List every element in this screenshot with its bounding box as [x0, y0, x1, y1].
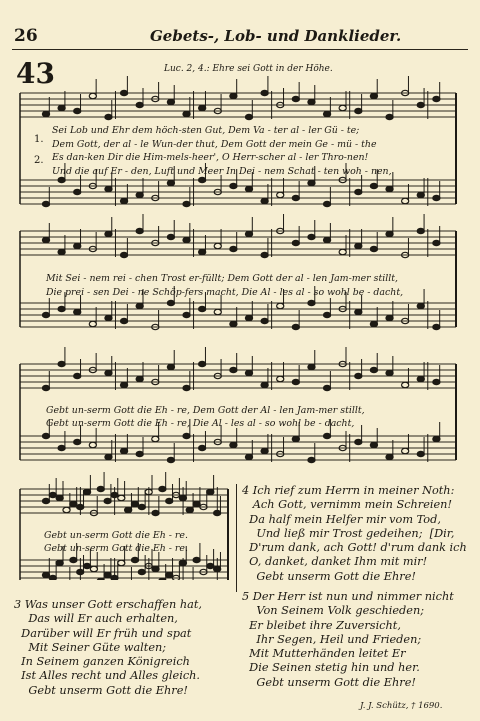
system-2-bass-note [417, 303, 424, 308]
system-2-treble-note [339, 249, 346, 254]
system-4-treble-note [118, 495, 125, 500]
system-1-bass-note [183, 201, 190, 206]
system-1-bass-note [261, 198, 268, 203]
system-3-treble-note [323, 385, 330, 390]
system-4-treble-note [131, 501, 138, 506]
system-1-treble-note [120, 90, 127, 95]
system-3-treble-note [74, 373, 81, 378]
system-4-bass-note [49, 575, 56, 580]
system-3-treble-note [386, 370, 393, 375]
system-2-treble-note [245, 231, 252, 236]
system-2-treble-note [261, 252, 268, 257]
system-3-treble-note [199, 361, 206, 366]
system-2-bass-note [167, 300, 174, 305]
system-1-bass-note [167, 180, 174, 185]
system-2-bass-note [120, 318, 127, 323]
system-4-bass-note [118, 560, 125, 565]
system-4-bass-note [97, 578, 104, 580]
system-4-bass-note [70, 557, 77, 562]
lyric-line: Gebt un-serm Gott die Eh - re. [44, 543, 188, 554]
system-3-bass-note [308, 457, 315, 462]
system-4-treble-note [166, 498, 173, 503]
system-3-bass-note [136, 451, 143, 456]
system-2-bass-note [261, 318, 268, 323]
system-1-treble-note [245, 114, 252, 119]
system-2-bass-note [386, 315, 393, 320]
system-4-bass-note [179, 560, 186, 565]
system-1-bass-note [230, 183, 237, 188]
system-4-bass-note [207, 563, 214, 568]
verse-4: 4 Ich rief zum Herrn in meiner Noth: Ach Gott, vernimm mein Schreien! Da half mein Helfer mir vom Tod, Und ließ mir Trost gedeihen; [Dir, D'rum dank, ach Gott! d'rum dank ich O, danket, danket Ihm mit mir! Gebt unserm Gott die Ehre! [242, 484, 467, 583]
system-1-bass-note [386, 186, 393, 191]
system-1-treble-note [167, 99, 174, 104]
system-3-treble-note [230, 367, 237, 372]
lyric-line: Mit Sei - nem rei - chen Trost er-füllt; Dem Gott der al - len Jam-mer stillt, [46, 273, 398, 284]
system-4-treble-note [49, 492, 56, 497]
system-3-bass-note [245, 454, 252, 459]
system-1-bass-note [355, 189, 362, 194]
system-3-bass-note [42, 433, 49, 438]
system-1-treble-note [183, 111, 190, 116]
system-3-bass-note [433, 436, 440, 441]
system-1-treble-note [433, 96, 440, 101]
system-1-bass-note [42, 201, 49, 206]
system-2-treble-note [199, 249, 206, 254]
system-3-bass-note [230, 442, 237, 447]
system-3-bass-note [323, 433, 330, 438]
system-2-treble-note [58, 249, 65, 254]
system-1-treble-note [89, 93, 96, 98]
system-3-treble-note [120, 382, 127, 387]
system-4-treble-note [125, 507, 132, 512]
system-4-treble-note [207, 489, 214, 494]
system-2-treble-note [308, 234, 315, 239]
system-1-treble-note [261, 90, 268, 95]
system-1-bass-note [277, 192, 284, 197]
system-4-treble-note [179, 495, 186, 500]
system-4-treble-note [56, 495, 63, 500]
system-4-treble-note [70, 501, 77, 506]
system-2-treble-note [105, 231, 112, 236]
system-2-treble-note [386, 231, 393, 236]
system-4-bass-note [138, 569, 145, 574]
system-1-bass-note [136, 192, 143, 197]
system-4-treble-note [63, 507, 70, 512]
system-2-treble-note [292, 240, 299, 245]
system-3-bass-note [386, 454, 393, 459]
lyric-line: Dem Gott, der al - le Wun-der thut, Dem Gott der mein Ge - mü - the [52, 139, 377, 150]
system-1-bass-note [308, 180, 315, 185]
system-4-bass-note [83, 563, 90, 568]
scripture-reference: Luc. 2, 4.: Ehre sei Gott in der Höhe. [164, 64, 333, 74]
system-1-treble-note [74, 108, 81, 113]
lyric-line: Gebt un-serm Gott die Eh - re, Dem Gott der Al - len Jam-mer stillt, [46, 405, 365, 416]
system-2-bass-note [42, 312, 49, 317]
system-3-treble-note [136, 376, 143, 381]
system-3-bass-note [152, 436, 159, 441]
system-4-treble-note [83, 489, 90, 494]
system-4-bass-note [42, 572, 49, 577]
system-3-bass-note [183, 433, 190, 438]
system-2-bass-note [355, 309, 362, 314]
system-3-treble-note [58, 361, 65, 366]
system-2-treble-note [74, 243, 81, 248]
system-1-treble-note [292, 96, 299, 101]
system-2-bass-note [183, 312, 190, 317]
lyric-line: Gebt un-serm Gott die Eh - re, Die Al - les al - so wohl be - dacht, [46, 418, 355, 429]
system-4-treble-note [104, 498, 111, 503]
system-3-treble-note [245, 370, 252, 375]
system-3-bass-note [292, 436, 299, 441]
system-2-bass-note [292, 324, 299, 329]
system-4-treble-note [186, 507, 193, 512]
system-2-bass-note [74, 309, 81, 314]
verse-3: 3 Was unser Gott erschaffen hat, Das will Er auch erhalten, Darüber will Er früh und spat Mit Seiner Güte walten; In Seinem ganzen Königreich Ist Alles recht und Alles gleich. Gebt unserm Gott die Ehre! [14, 598, 202, 697]
system-2-bass-note [105, 315, 112, 320]
system-2-treble-note [183, 237, 190, 242]
system-2-treble-note [433, 240, 440, 245]
system-1-treble-note [355, 108, 362, 113]
system-3-treble-note [370, 367, 377, 372]
system-4-treble-note [42, 498, 49, 503]
system-2-bass-note [58, 306, 65, 311]
system-4-bass-note [111, 575, 118, 580]
system-4-treble-note [138, 504, 145, 509]
system-2-bass-note [136, 303, 143, 308]
page-number: 26 [14, 26, 38, 46]
system-3-treble-note [355, 373, 362, 378]
system-1-treble-note [308, 99, 315, 104]
system-4-treble-note [111, 492, 118, 497]
system-4-bass-note [214, 566, 221, 571]
system-2-treble-note [370, 246, 377, 251]
system-3-treble-note [183, 385, 190, 390]
system-4-bass-note [159, 578, 166, 580]
system-3-treble-note [277, 376, 284, 381]
system-1-bass-note [292, 195, 299, 200]
system-2-bass-note [214, 309, 221, 314]
column-divider [236, 484, 237, 592]
system-3-bass-note [355, 439, 362, 444]
verse-number-2: 2. [34, 155, 44, 166]
system-1-treble-note [230, 93, 237, 98]
system-1-bass-note [245, 186, 252, 191]
running-title: Gebets-, Lob- und Danklieder. [150, 27, 402, 45]
system-1-treble-note [199, 105, 206, 110]
system-2-treble-note [323, 237, 330, 242]
system-3-treble-note [167, 364, 174, 369]
system-1-treble-note [323, 111, 330, 116]
system-3-treble-note [402, 382, 409, 387]
lyric-line: Die prei - sen Dei - ne Schöp-fers macht, Die Al - les al - so wohl be - dacht, [46, 287, 404, 298]
system-1-bass-note [417, 192, 424, 197]
system-3-bass-note [120, 448, 127, 453]
system-3-treble-note [417, 376, 424, 381]
system-4-treble-note [193, 501, 200, 506]
system-1-bass-note [199, 177, 206, 182]
system-2-bass-note [433, 324, 440, 329]
system-1-treble-note [386, 114, 393, 119]
system-1-treble-note [370, 93, 377, 98]
lyric-line: Sei Lob und Ehr dem höch-sten Gut, Dem Va - ter al - ler Gü - te; [52, 125, 360, 136]
system-4-treble-note [214, 510, 221, 515]
system-1-treble-note [105, 114, 112, 119]
verse-5: 5 Der Herr ist nun und nimmer nicht Von Seinem Volk geschieden; Er bleibet ihre Zuversicht, Ihr Segen, Heil und Frieden; Mit Mutterhänden leitet Er Die Seinen stetig hin und her. Gebt unserm Gott die Ehre! [242, 590, 454, 689]
verse-number-1: 1. [34, 134, 44, 145]
system-3-bass-note [89, 442, 96, 447]
system-2-treble-note [120, 252, 127, 257]
system-4-bass-note [152, 566, 159, 571]
system-2-bass-note [370, 321, 377, 326]
hymn-number: 43 [16, 57, 55, 90]
system-2-treble-note [214, 243, 221, 248]
system-2-bass-note [89, 321, 96, 326]
system-4-treble-note [159, 486, 166, 491]
system-3-bass-note [402, 448, 409, 453]
system-2-bass-note [199, 306, 206, 311]
system-3-treble-note [261, 382, 268, 387]
system-3-treble-note [42, 385, 49, 390]
system-4-bass-note [166, 572, 173, 577]
system-3-bass-note [105, 454, 112, 459]
system-4-bass-note [131, 557, 138, 562]
lyric-line: Es dan-ken Dir die Him-mels-heer', O Herr-scher al - ler Thro-nen! [52, 152, 369, 163]
system-1-treble-note [417, 102, 424, 107]
system-1-treble-note [136, 102, 143, 107]
system-4-treble-note [97, 486, 104, 491]
system-2-bass-note [230, 321, 237, 326]
system-3-bass-note [199, 445, 206, 450]
system-1-bass-note [58, 177, 65, 182]
system-4-bass-note [90, 566, 97, 571]
system-2-treble-note [42, 237, 49, 242]
system-1-bass-note [105, 186, 112, 191]
system-1-bass-note [120, 198, 127, 203]
system-3-bass-note [58, 445, 65, 450]
system-4-bass-note [104, 572, 111, 577]
system-3-bass-note [261, 448, 268, 453]
system-4-bass-note [56, 560, 63, 565]
system-2-treble-note [355, 243, 362, 248]
system-3-treble-note [308, 364, 315, 369]
author-credit: J. J. Schütz, † 1690. [360, 701, 443, 711]
system-4-bass-note [77, 569, 84, 574]
system-2-treble-note [417, 228, 424, 233]
system-3-bass-note [370, 442, 377, 447]
system-1-bass-note [323, 201, 330, 206]
system-2-treble-note [167, 234, 174, 239]
system-3-treble-note [292, 379, 299, 384]
system-2-treble-note [136, 228, 143, 233]
lyric-line: Und die auf Er - den, Luft und Meer In Dei - nem Schat - ten woh - nen, [52, 166, 392, 177]
system-1-treble-note [339, 105, 346, 110]
system-3-bass-note [417, 451, 424, 456]
system-2-bass-note [308, 300, 315, 305]
system-2-bass-note [245, 315, 252, 320]
system-3-bass-note [74, 439, 81, 444]
system-4-bass-note [193, 557, 200, 562]
system-4-treble-note [77, 504, 84, 509]
system-1-bass-note [433, 195, 440, 200]
system-3-bass-note [167, 457, 174, 462]
system-2-treble-note [230, 246, 237, 251]
system-4-treble-note [152, 510, 159, 515]
system-1-treble-note [58, 105, 65, 110]
system-2-bass-note [323, 312, 330, 317]
lyric-line: Gebt un-serm Gott die Eh - re. [44, 530, 188, 541]
system-1-bass-note [74, 189, 81, 194]
system-2-bass-note [277, 303, 284, 308]
system-1-bass-note [370, 183, 377, 188]
system-1-bass-note [402, 198, 409, 203]
system-3-treble-note [105, 370, 112, 375]
system-1-treble-note [42, 111, 49, 116]
system-3-treble-note [433, 379, 440, 384]
